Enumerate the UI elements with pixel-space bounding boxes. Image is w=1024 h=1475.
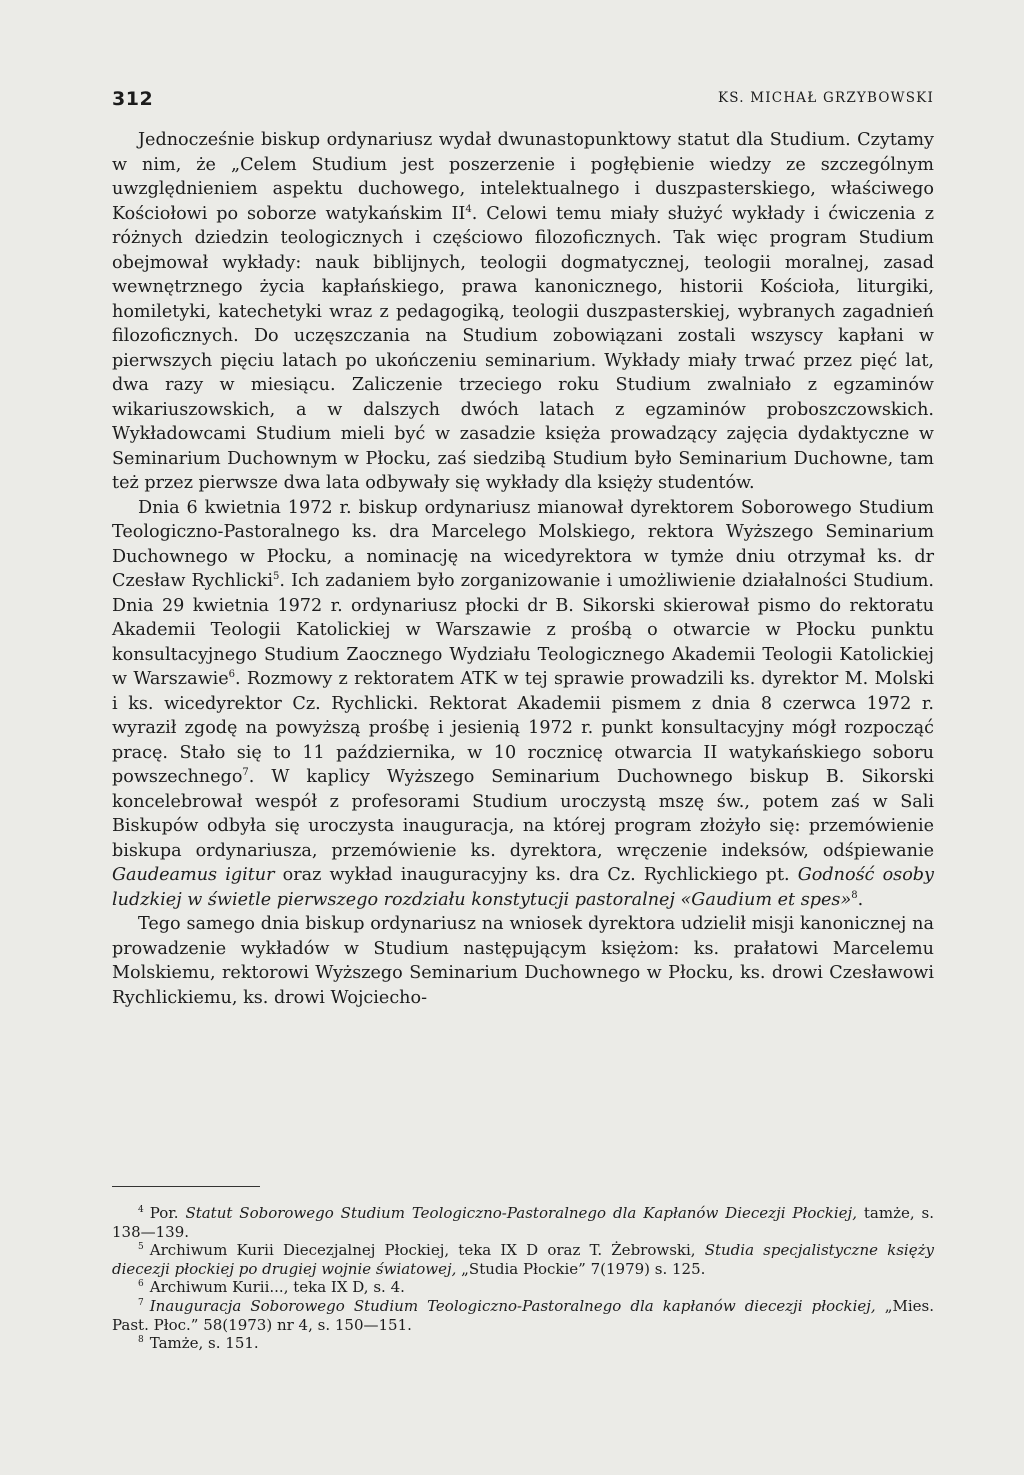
footnote-number: 5 <box>138 1242 144 1253</box>
footnote-text: Archiwum Kurii Diecezjalnej Płockiej, teka IX D oraz T. Żebrowski, <box>149 1241 705 1260</box>
paragraph-2-text-a: Dnia 6 kwietnia 1972 r. biskup ordynariusz mianował dyrektorem Soborowego Studium Teologiczno-Pastoralnego ks. dra Marcelego Molskiego, rektora Wyższego Seminarium Duchownego w Płocku, a nominację na wicedyrektora w tymże dniu otrzymał ks. dr Czesław Rychlicki <box>112 497 934 591</box>
paragraph-1 <box>112 128 934 496</box>
footnote-number: 4 <box>138 1205 144 1215</box>
footnote-number: 6 <box>138 1279 144 1290</box>
footnote-number: 7 <box>138 1297 144 1308</box>
footnote-text: Por. <box>149 1204 186 1222</box>
cited-title: Statut Soborowego Studium Teologiczno-Pastoralnego dla Kapłanów Diecezji Płockiej, <box>185 1204 857 1222</box>
body-text <box>112 128 934 1010</box>
paragraph-2-text-f: . <box>857 889 864 910</box>
running-head-author: KS. MICHAŁ GRZYBOWSKI <box>718 90 934 106</box>
paragraph-2-text-c: . Rozmowy z rektoratem ATK w tej sprawie prowadzili ks. dyrektor M. Molski i ks. wicedyrektor Cz. Rychlicki. Rektorat Akademii pismem z dnia 8 czerwca 1972 r. wyraził zgodę na powyższą prośbę i jesienią 1972 r. punkt konsultacyjny mógł rozpocząć pracę. Stało się to 11 października, w 10 rocznicę otwarcia II watykańskiego soboru powszechnego <box>112 669 934 787</box>
footnote-8 <box>112 1334 934 1353</box>
footnote-number: 8 <box>138 1335 144 1346</box>
footnote-6 <box>112 1278 934 1297</box>
footnote-5 <box>112 1241 934 1278</box>
cited-title: Studia specjalistyczne księży diecezji płockiej po drugiej wojnie światowej, <box>112 1241 934 1278</box>
paragraph-2-text-e: oraz wykład inauguracyjny ks. dra Cz. Rychlickiego pt. <box>274 865 798 885</box>
paragraph-2-text-b: . Ich zadaniem było zorganizowanie i umożliwienie działalności Studium. Dnia 29 kwietnia 1972 r. ordynariusz płocki dr B. Sikorski skierował pismo do rektoratu Akademii Teologii Katolickiej w Warszawie z prośbą o otwarcie w Płocku punktu konsultacyjnego Studium Zaocznego Wydziału Teologicznego Akademii Teologii Katolickiej w Warszawie <box>112 571 934 689</box>
song-title: Gaudeamus igitur <box>112 865 275 885</box>
footnote-4 <box>112 1204 934 1241</box>
footnote-ref-6: 6 <box>228 669 236 681</box>
page-header <box>112 88 934 118</box>
footnote-text: Tamże, s. 151. <box>149 1334 259 1353</box>
lecture-title: Godność osoby ludzkiej w świetle pierwszego rozdziału konstytucji pastoralnej «Gaudium et spes» <box>112 865 934 910</box>
paragraph-3: Tego samego dnia biskup ordynariusz na wniosek dyrektora udzielił misji kanonicznej na prowadzenie wykładów w Studium następującym księżom: ks. prałatowi Marcelemu Molskiemu, rektorowi Wyższego Seminarium Duchownego w Płocku, ks. drowi Czesławowi Rychlickiemu, ks. drowi Wojciecho- <box>112 914 934 1008</box>
paragraph-1-text-a: Jednocześnie biskup ordynariusz wydał dwunastopunktowy statut dla Studium. Czytamy w nim, że „Celem Studium jest poszerzenie i pogłębienie wiedzy ze szczególnym uwzględnieniem aspektu duchowego, intelektualnego i duszpasterskiego, właściwego Kościołowi po soborze watykańskim II <box>112 130 934 224</box>
footnote-text: „Mies. Past. Płoc.” 58(1973) nr 4, s. 150—151. <box>112 1296 934 1334</box>
footnote-ref-8: 8 <box>851 889 858 901</box>
paragraph-2-text-d: . W kaplicy Wyższego Seminarium Duchownego biskup B. Sikorski koncelebrował wespół z profesorami Studium uroczystą mszę św., potem zaś w Sali Biskupów odbyła się uroczysta inauguracja, na której program złożyło się: przemówienie biskupa ordynariusza, przemówienie ks. dyrektora, wręczenie indeksów, odśpiewanie <box>112 767 934 861</box>
paragraph-1-text-b: . Celowi temu miały służyć wykłady i ćwiczenia z różnych dziedzin teologicznych i częściowo filozoficznych. Tak więc program Studium obejmował wykłady: nauk biblijnych, teologii dogmatycznej, teologii moralnej, zasad wewnętrznego życia kapłańskiego, prawa kanonicznego, historii Kościoła, liturgiki, homiletyki, katechetyki wraz z pedagogiką, teologii duszpasterskiej, wybranych zagadnień filozoficznych. Do uczęszczania na Studium zobowiązani zostali wszyscy kapłani w pierwszych pięciu latach po ukończeniu seminarium. Wykłady miały trwać przez pięć lat, dwa razy w miesiącu. Zaliczenie trzeciego roku Studium zwalniało z egzaminów wikariuszowskich, a w dalszych dwóch latach z egzaminów proboszczowskich. Wykładowcami Studium mieli być w zasadzie księża prowadzący zajęcia dydaktyczne w Seminarium Duchownym w Płocku, zaś siedzibą Studium było Seminarium Duchowne, tam też przez pierwsze dwa lata odbywały się wykłady dla księży studentów. <box>112 203 934 493</box>
paragraph-2 <box>112 496 934 913</box>
footnote-ref-7: 7 <box>242 767 249 779</box>
footnote-7 <box>112 1297 934 1334</box>
page-number: 312 <box>112 88 154 110</box>
footnote-ref-4: 4 <box>465 203 472 215</box>
footnotes <box>112 1204 934 1353</box>
footnote-ref-5: 5 <box>273 571 280 583</box>
footnote-separator <box>112 1186 260 1187</box>
footnote-text: Archiwum Kurii..., teka IX D, s. 4. <box>149 1278 405 1297</box>
footnote-text: „Studia Płockie” 7(1979) s. 125. <box>456 1259 706 1278</box>
cited-title: Inauguracja Soborowego Studium Teologiczno-Pastoralnego dla kapłanów diecezji płockiej, <box>149 1296 876 1315</box>
footnote-text: tamże, s. 138—139. <box>112 1204 934 1241</box>
